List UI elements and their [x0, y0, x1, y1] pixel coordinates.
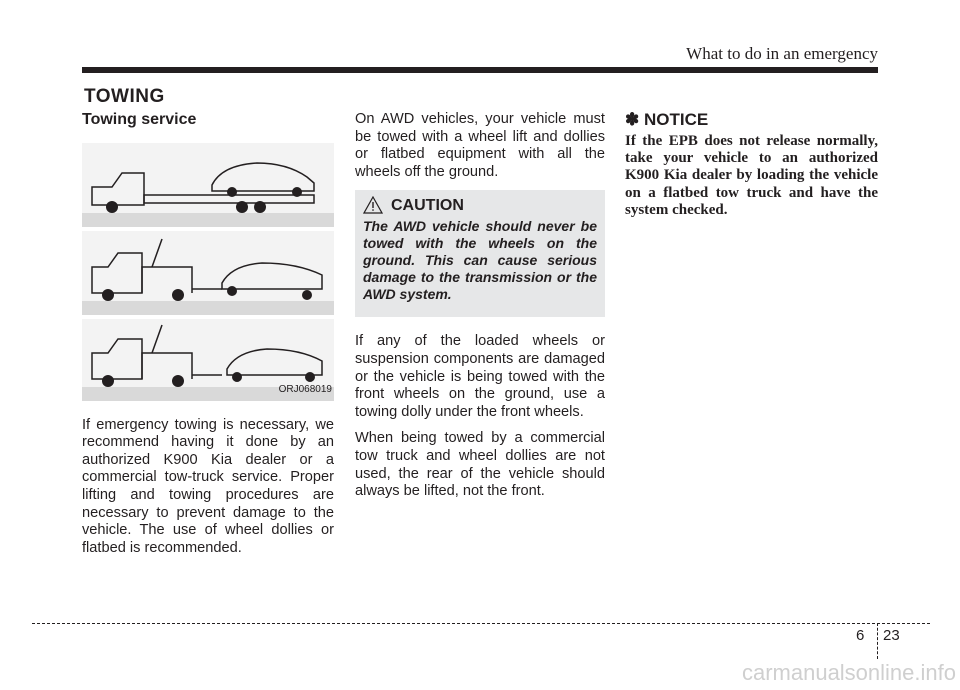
notice-star-icon: ✽ [625, 110, 640, 129]
towing-service-subhead: Towing service [82, 111, 197, 128]
damaged-wheels-paragraph: If any of the loaded wheels or suspension components are damaged or the vehicle is being towed with the front wheels on the ground, use a towing dolly under the front wheels. [355, 333, 605, 420]
towing-service-paragraph: If emergency towing is necessary, we recommend having it done by an authorized K900 Kia dealer or a commercial tow-truck service. Proper lifting and towing procedures are necessary to prevent damage to the vehicle. The use of wheel dollies or flatbed is recommended. [82, 416, 334, 556]
caution-text: The AWD vehicle should never be towed with the wheels on the ground. This can cause serious damage to the transmission or the AWD system. [363, 218, 597, 303]
header-title: What to do in an emergency [686, 44, 878, 63]
chapter-number: 6 [856, 627, 865, 644]
notice-title: NOTICE [643, 110, 709, 129]
warning-triangle-icon [363, 196, 383, 214]
awd-paragraph: On AWD vehicles, your vehicle must be towed with a wheel lift and dollies or flatbed equipment with all the wheels off the ground. [355, 111, 605, 180]
footer-rule [32, 623, 930, 624]
towing-illustration [82, 143, 334, 401]
notice-text: If the EPB does not release normally, take your vehicle to an authorized K900 Kia dealer by loading the vehicle on a flatbed tow truck and have the system checked. [625, 132, 878, 219]
section-title: TOWING [84, 86, 165, 107]
watermark: carmanualsonline.info [741, 660, 956, 685]
figure-code: ORJ068019 [278, 384, 332, 395]
towing-figure [82, 143, 334, 401]
footer-divider [877, 623, 878, 659]
column-3 [625, 111, 878, 220]
column-2 [355, 111, 605, 510]
commercial-tow-paragraph: When being towed by a commercial tow truck and wheel dollies are not used, the rear of the vehicle should always be lifted, not the front. [355, 430, 605, 500]
notice-header [625, 111, 878, 129]
header-rule [82, 67, 878, 73]
caution-header [363, 196, 597, 214]
caution-box [355, 190, 605, 317]
caution-title: CAUTION [391, 196, 464, 214]
column-1 [82, 111, 334, 566]
page-number: 23 [883, 627, 900, 644]
